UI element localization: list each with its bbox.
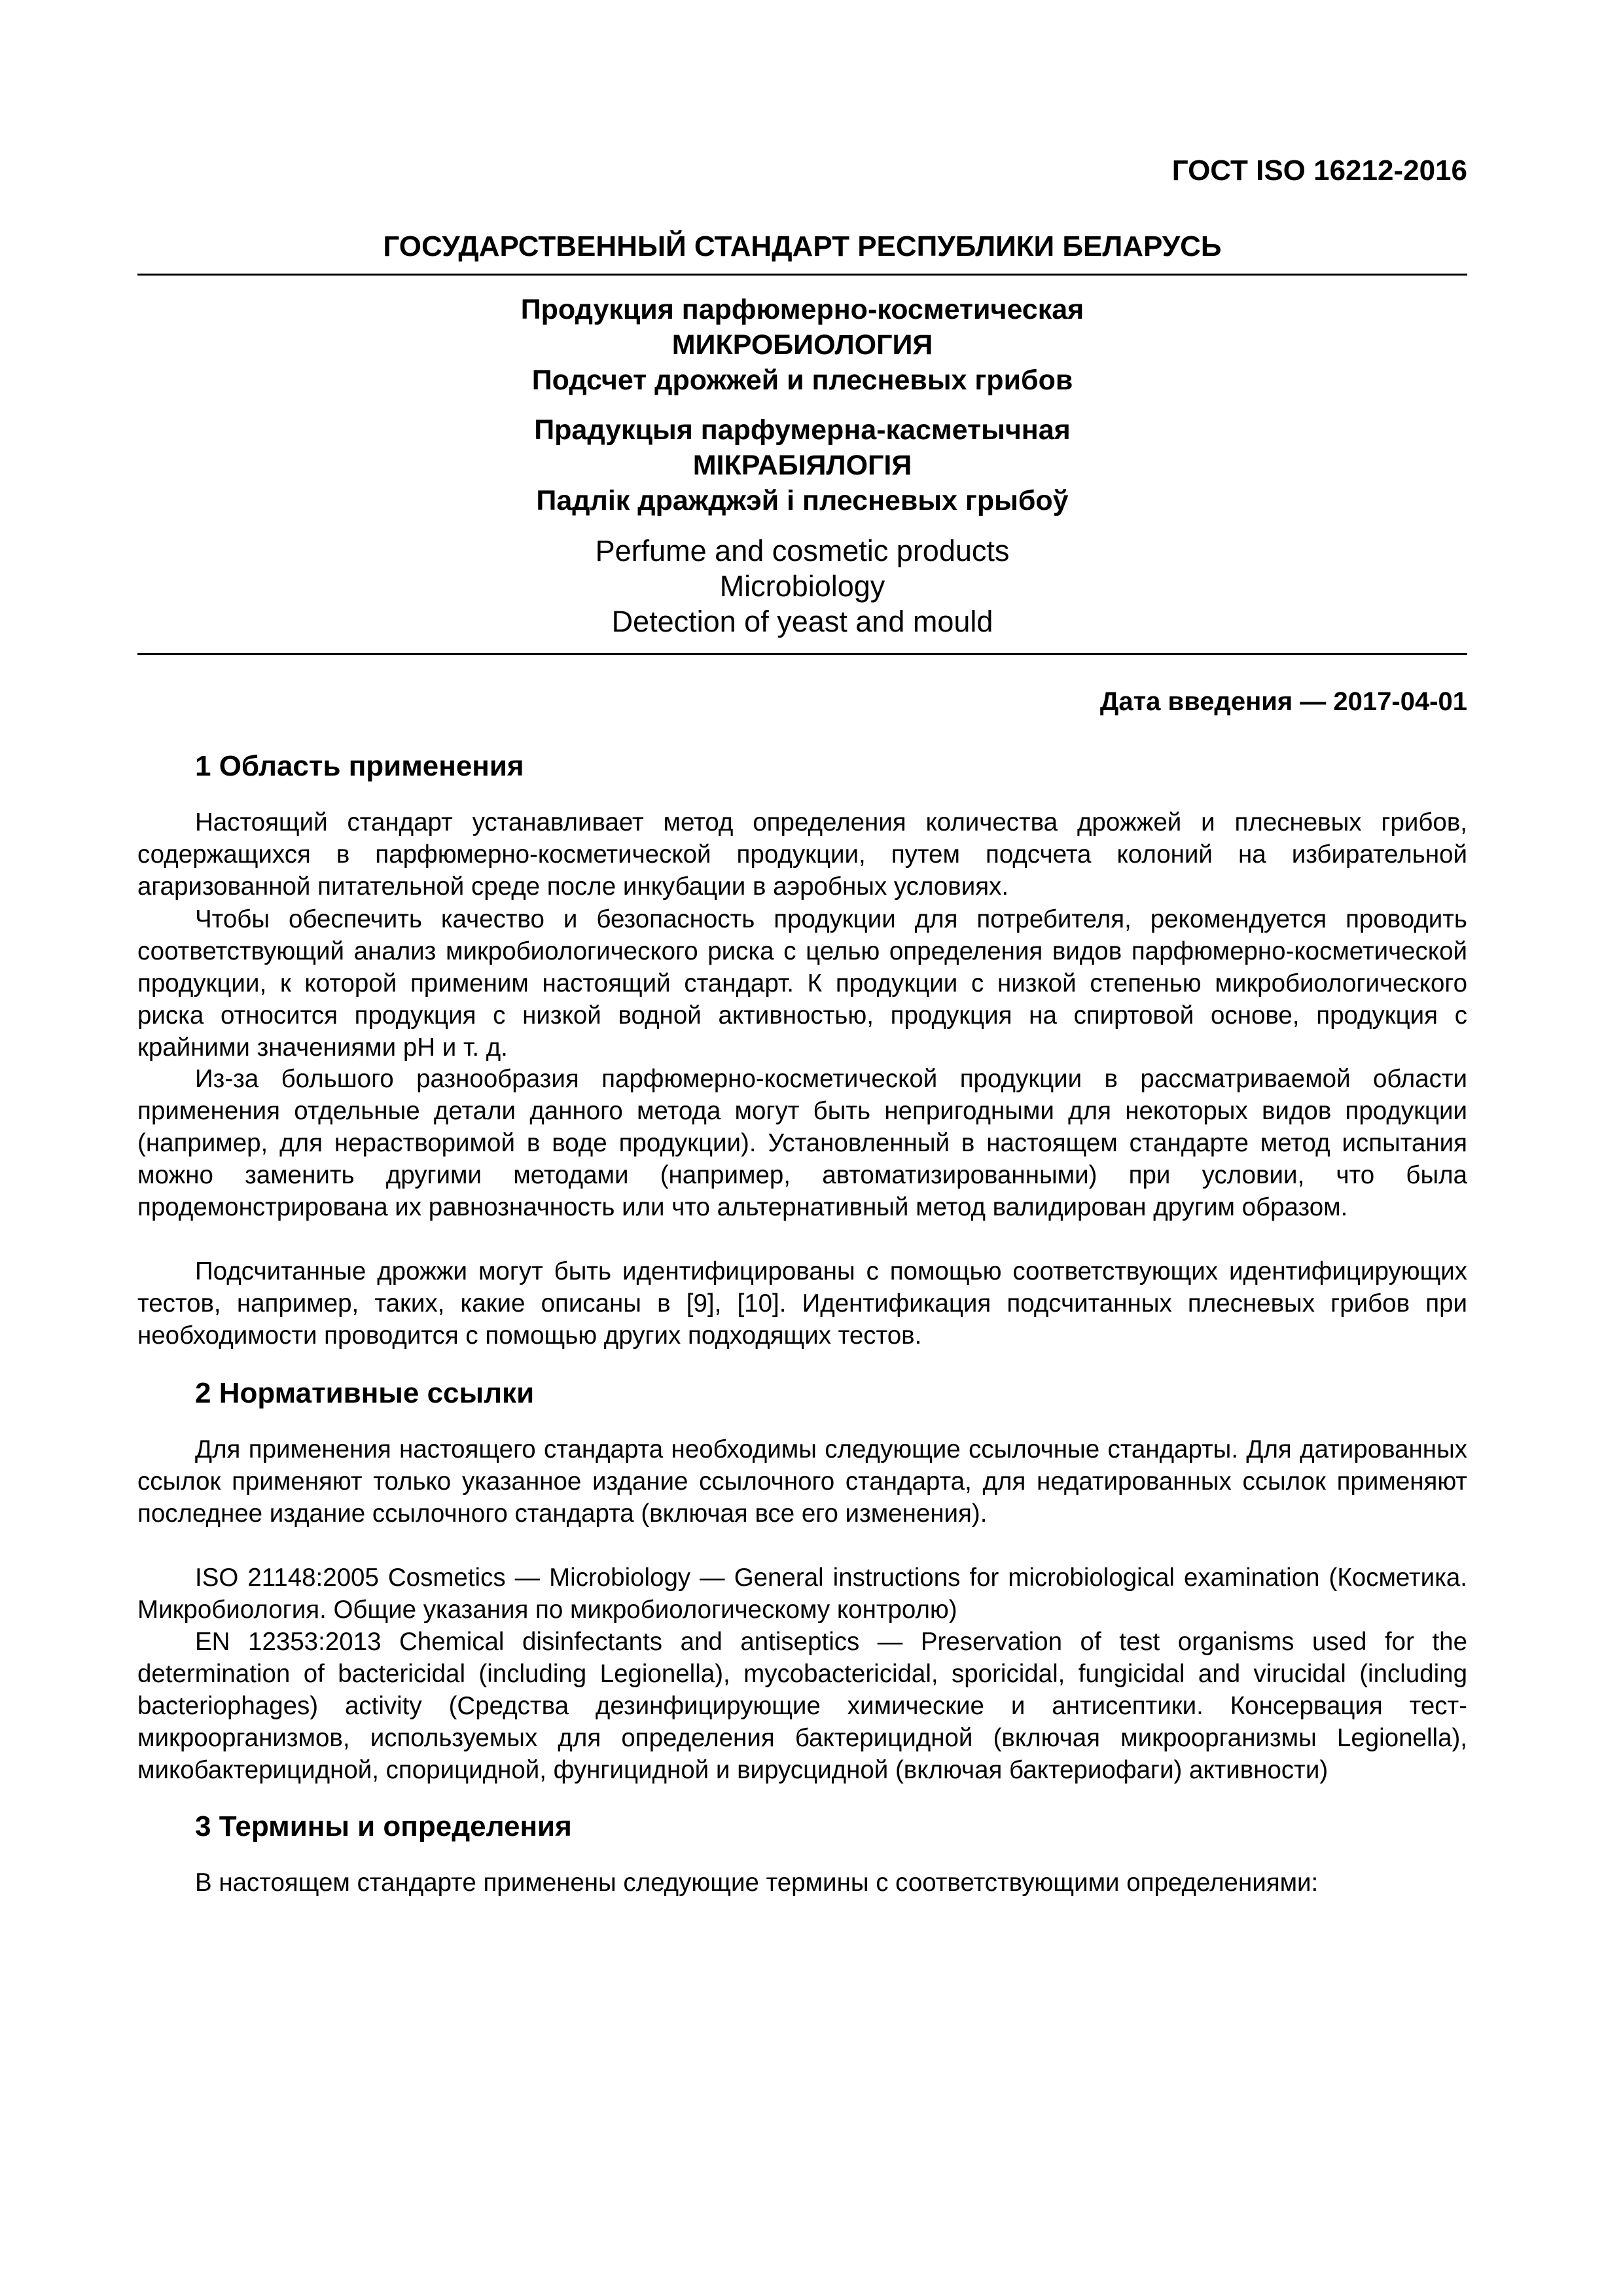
section-2-paragraph-1: Для применения настоящего стандарта необходимы следующие ссылочные стандарты. Для датированных ссылок применяют только указанное издание ссылочного стандарта, для недатированных ссылок применяют последнее издание ссылочного стандарта (включая все его изменения). (137, 1435, 1467, 1528)
title-be-line3: Падлік дражджэй і плесневых грыбоў (536, 485, 1069, 516)
title-ru-line3: Подсчет дрожжей и плесневых грибов (531, 365, 1073, 396)
section-3-heading: 3 Термины и определения (195, 1810, 572, 1842)
title-en-line3: Detection of yeast and mould (611, 605, 993, 638)
section-1-paragraph-2: Чтобы обеспечить качество и безопасность продукции для потребителя, рекомендуется проводить соответствующий анализ микробиологического риска с целью определения видов парфюмерно-косметической продукции, к которой применим настоящий стандарт. К продукции с низкой степенью микробиологического риска относится продукция с низкой водной активностью, продукция на спиртовой основе, продукция с крайними значениями pH и т. д. (137, 905, 1467, 1062)
section-3-intro: В настоящем стандарте применены следующие термины с соответствующими определениями: (195, 1869, 1319, 1897)
title-be-line1: Прадукцыя парфумерна-касметычная (534, 414, 1071, 446)
introduction-date: Дата введения — 2017-04-01 (1099, 687, 1467, 716)
section-1-heading: 1 Область применения (195, 750, 524, 782)
top-divider (137, 274, 1467, 276)
title-be-line2: МІКРАБІЯЛОГІЯ (692, 450, 912, 481)
document-code: ГОСТ ISO 16212-2016 (1171, 154, 1467, 187)
title-be (137, 412, 1467, 518)
section-2-heading: 2 Нормативные ссылки (195, 1377, 535, 1409)
section-2-reference-en: EN 12353:2013 Chemical disinfectants and antiseptics — Preservation of test organisms used for the determination of bactericidal (including Legionella), mycobactericidal, sporicidal, fungicidal and virucidal (including bacteriophages) activity (Средства дезинфицирующие химические и антисептики. Консервация тест-микроорганизмов, используемых для определения бактерицидной (включая микроорганизмы Legionella), микобактерицидной, спорицидной, фунгицидной и вирусцидной (включая бактериофаги) активности) (137, 1628, 1467, 1784)
title-en (137, 533, 1467, 639)
section-1-paragraph-4: Подсчитанные дрожжи могут быть идентифицированы с помощью соответствующих идентифицирующих тестов, например, таких, какие описаны в [9], [10]. Идентификация подсчитанных плесневых грибов при необходимости проводится с помощью других подходящих тестов. (137, 1257, 1467, 1350)
title-ru-line1: Продукция парфюмерно-косметическая (520, 294, 1084, 325)
state-standard-heading: ГОСУДАРСТВЕННЫЙ СТАНДАРТ РЕСПУБЛИКИ БЕЛАРУСЬ (383, 230, 1222, 262)
title-ru-line2: МИКРОБИОЛОГИЯ (671, 329, 933, 361)
section-2-reference-iso: ISO 21148:2005 Cosmetics — Microbiology — General instructions for microbiological examination (Косметика. Микробиология. Общие указания по микробиологическому контролю) (137, 1564, 1467, 1624)
section-1-paragraph-1: Настоящий стандарт устанавливает метод определения количества дрожжей и плесневых грибов, содержащихся в парфюмерно-косметической продукции, путем подсчета колоний на избирательной агаризованной питательной среде после инкубации в аэробных условиях. (137, 808, 1467, 901)
section-1-paragraph-3: Из-за большого разнообразия парфюмерно-косметической продукции в рассматриваемой области применения отдельные детали данного метода могут быть непригодными для некоторых видов продукции (например, для нерастворимой в воде продукции). Установленный в настоящем стандарте метод испытания можно заменить другими методами (например, автоматизированными) при условии, что была продемонстрирована их равнозначность или что альтернативный метод валидирован другим образом. (137, 1065, 1467, 1221)
title-ru (137, 292, 1467, 398)
title-en-line2: Microbiology (719, 569, 885, 603)
title-divider (137, 653, 1467, 655)
title-en-line1: Perfume and cosmetic products (595, 534, 1010, 567)
